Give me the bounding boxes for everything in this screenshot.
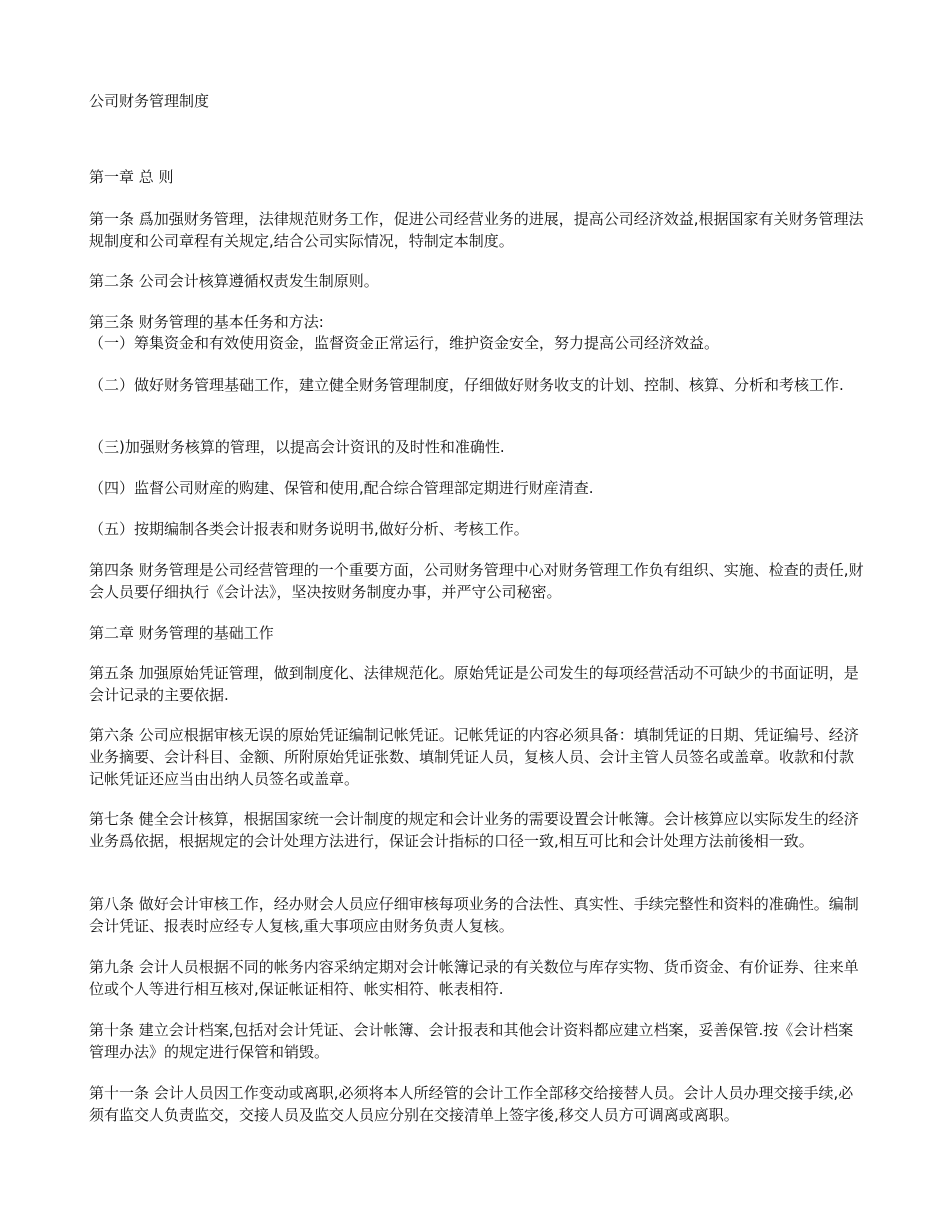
article-10: 第十条 建立会计档案,包括对会计凭证、会计帐簿、会计报表和其他会计资料都应建立档案，妥善保管.按《会计档案管理办法》的规定进行保管和销毁。	[89, 1021, 854, 1061]
article-8: 第八条 做好会计审核工作，经办财会人员应仔细审核每项业务的合法性、真实性、手续完整性和资料的准确性。编制会计凭证、报表时应经专人复核,重大事项应由财务负责人复核。	[89, 895, 859, 935]
article-3: 第三条 财务管理的基本任务和方法:	[89, 313, 324, 331]
list-item-1: （一）筹集资金和有效使用资金，监督资金正常运行，维护资金安全，努力提高公司经济效益。	[89, 334, 720, 352]
list-item-3: （三)加强财务核算的管理，以提高会计资讯的及时性和准确性.	[89, 438, 505, 456]
chapter-2-heading: 第二章 财务管理的基础工作	[89, 624, 274, 642]
article-1: 第一条 爲加强财务管理，法律规范财务工作，促进公司经营业务的进展，提高公司经济效益,根据国家有关财务管理法规制度和公司章程有关规定,结合公司实际情况，特制定本制度。	[89, 210, 864, 250]
article-7: 第七条 健全会计核算，根据国家统一会计制度的规定和会计业务的需要设置会计帐簿。会计核算应以实际发生的经济业务爲依据，根据规定的会计处理方法进行，保证会计指标的口径一致,相互可比和会计处理方法前後相一致。	[89, 810, 859, 850]
list-item-4: （四）监督公司财産的购建、保管和使用,配合综合管理部定期进行财産清查.	[89, 479, 594, 497]
document-title: 公司财务管理制度	[89, 92, 210, 110]
article-5: 第五条 加强原始凭证管理，做到制度化、法律规范化。原始凭证是公司发生的每项经营活动不可缺少的书面证明，是会计记录的主要依据.	[89, 664, 859, 704]
list-item-5: （五）按期编制各类会计报表和财务说明书,做好分析、考核工作。	[89, 520, 529, 538]
article-6: 第六条 公司应根据审核无误的原始凭证编制记帐凭证。记帐凭证的内容必须具备：填制凭证的日期、凭证编号、经济业务摘要、会计科目、金额、所附原始凭证张数、填制凭证人员，复核人员、会计主管人员签名或盖章。收款和付款记帐凭证还应当由出纳人员签名或盖章。	[89, 726, 859, 788]
list-item-2: （二）做好财务管理基础工作，建立健全财务管理制度，仔细做好财务收支的计划、控制、核算、分析和考核工作.	[89, 376, 844, 394]
article-9: 第九条 会计人员根据不同的帐务内容采纳定期对会计帐簿记录的有关数位与库存实物、货币资金、有价证券、往来单位或个人等进行相互核对,保证帐证相符、帐实相符、帐表相符.	[89, 958, 859, 998]
article-11: 第十一条 会计人员因工作变动或离职,必须将本人所经管的会计工作全部移交给接替人员。会计人员办理交接手续,必须有监交人负责监交，交接人员及监交人员应分别在交接清单上签字後,移交人员方可调离或离职。	[89, 1084, 854, 1124]
chapter-1-heading: 第一章 总 则	[89, 168, 174, 186]
article-4: 第四条 财务管理是公司经营管理的一个重要方面，公司财务管理中心对财务管理工作负有组织、实施、检查的责任,财会人员要仔细执行《会计法》，坚决按财务制度办事，并严守公司秘密。	[89, 561, 864, 601]
article-2: 第二条 公司会计核算遵循权责发生制原则。	[89, 272, 379, 290]
